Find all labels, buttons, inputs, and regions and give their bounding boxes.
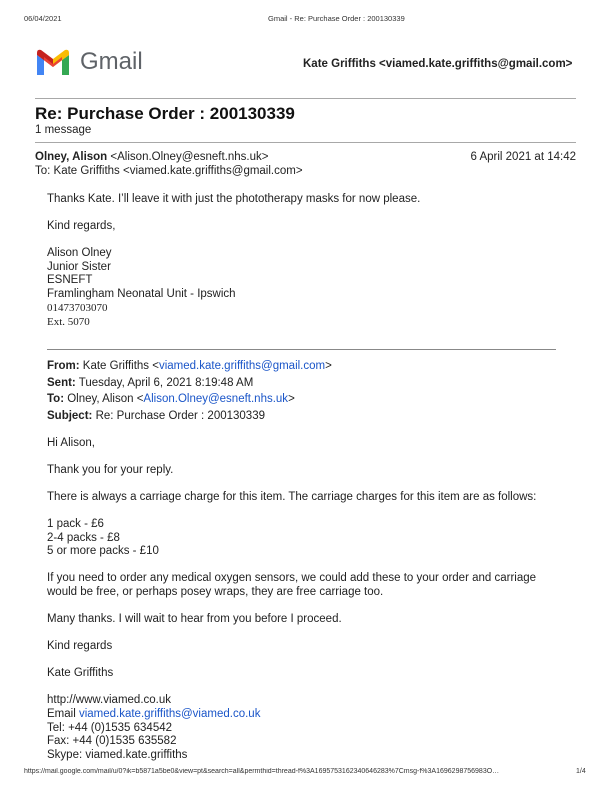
- message-count: 1 message: [35, 124, 92, 136]
- quote-divider: [47, 349, 556, 350]
- subject-divider: [35, 142, 576, 143]
- quoted-subject: [47, 410, 265, 422]
- quoted-from-label: From:: [47, 360, 80, 372]
- quoted-subject-value: Re: Purchase Order : 200130339: [95, 410, 265, 422]
- quoted-sent-label: Sent:: [47, 377, 76, 389]
- reply-body: Thanks Kate. I’ll leave it with just the phototherapy masks for now please.: [47, 193, 421, 205]
- sig-email-label: Email: [47, 708, 79, 720]
- reply-closing: Kind regards,: [47, 220, 116, 232]
- quoted-to-label: To:: [47, 393, 65, 405]
- price-line: 5 or more packs - £10: [47, 545, 159, 557]
- sender-name: Olney, Alison: [35, 151, 108, 163]
- message-sender: [35, 151, 269, 163]
- quoted-to: [47, 393, 295, 405]
- signature-phone: 01473703070: [47, 302, 108, 314]
- print-date: 06/04/2021: [24, 14, 62, 23]
- print-page-number: 1/4: [576, 768, 586, 775]
- quoted-paragraph-4: Many thanks. I will wait to hear from you before I proceed.: [47, 613, 342, 625]
- quoted-to-name: Olney, Alison <: [67, 393, 144, 405]
- website-link[interactable]: http://www.viamed.co.uk: [47, 694, 171, 706]
- signature-role: Junior Sister: [47, 261, 111, 273]
- quoted-sent-value: Tuesday, April 6, 2021 8:19:48 AM: [78, 377, 254, 389]
- gmail-logo-icon: [35, 48, 71, 77]
- thread-subject: Re: Purchase Order : 200130339: [35, 104, 295, 123]
- sig-fax: Fax: +44 (0)1535 635582: [47, 735, 177, 747]
- quoted-from: [47, 360, 332, 372]
- quoted-to-link[interactable]: Alison.Olney@esneft.nhs.uk: [143, 393, 289, 405]
- sig-tel: Tel: +44 (0)1535 634542: [47, 722, 173, 734]
- sender-email: <Alison.Olney@esneft.nhs.uk>: [110, 151, 269, 163]
- header-divider: [35, 98, 576, 99]
- quoted-paragraph-3: If you need to order any medical oxygen sensors, we could add these to your order and carriage: [47, 572, 537, 584]
- print-url: https://mail.google.com/mail/u/0?ik=b5871a5be0&view=pt&search=all&permthid=thread-f%3A1695753162340646283%7Cmsg-f%3A1696298756983O…: [24, 768, 500, 775]
- quoted-paragraph-1: Thank you for your reply.: [47, 464, 174, 476]
- sig-skype: Skype: viamed.kate.griffiths: [47, 749, 188, 761]
- quoted-from-link[interactable]: viamed.kate.griffiths@gmail.com: [158, 360, 326, 372]
- quoted-paragraph-2: There is always a carriage charge for this item. The carriage charges for this item are as follows:: [47, 491, 537, 503]
- quoted-closing: Kind regards: [47, 640, 113, 652]
- message-recipient: To: Kate Griffiths <viamed.kate.griffiths@gmail.com>: [35, 165, 303, 177]
- quoted-sig-name: Kate Griffiths: [47, 667, 114, 679]
- signature-name: Alison Olney: [47, 247, 112, 259]
- sig-email: [47, 708, 260, 720]
- quoted-greeting: Hi Alison,: [47, 437, 95, 449]
- price-line: 2-4 packs - £8: [47, 532, 120, 544]
- quoted-from-name: Kate Griffiths <: [82, 360, 159, 372]
- quoted-paragraph-3-cont: would be free, or perhaps posey wraps, they are free carriage too.: [47, 586, 384, 598]
- price-line: 1 pack - £6: [47, 518, 104, 530]
- signature-org: ESNEFT: [47, 274, 93, 286]
- print-title: Gmail - Re: Purchase Order : 200130339: [268, 14, 405, 23]
- quoted-subject-label: Subject:: [47, 410, 93, 422]
- signature-unit: Framlingham Neonatal Unit - Ipswich: [47, 288, 236, 300]
- sig-email-link[interactable]: viamed.kate.griffiths@viamed.co.uk: [78, 708, 261, 720]
- signature-ext: Ext. 5070: [47, 316, 90, 328]
- message-date: 6 April 2021 at 14:42: [470, 151, 576, 163]
- quoted-to-end: >: [288, 393, 295, 405]
- quoted-sent: [47, 377, 253, 389]
- account-label: Kate Griffiths <viamed.kate.griffiths@gmail.com>: [303, 58, 573, 70]
- gmail-logo-text: Gmail: [80, 48, 143, 75]
- quoted-from-end: >: [325, 360, 332, 372]
